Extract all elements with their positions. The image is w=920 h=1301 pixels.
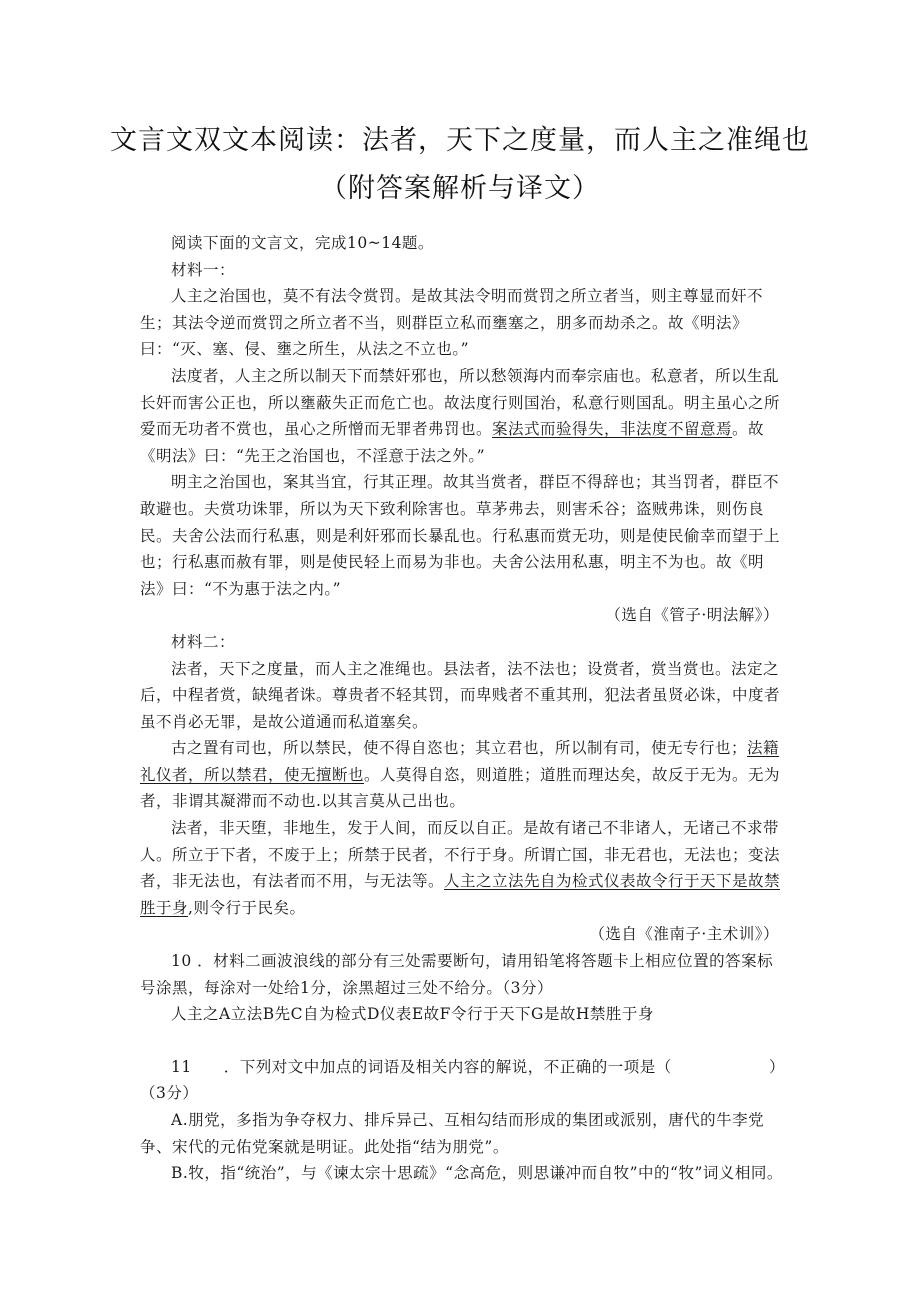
question-11-score: （3分） [140, 1084, 199, 1103]
instruction: 阅读下面的文言文，完成10~14题。 [171, 234, 434, 252]
m2p3-wavy-underlined: 人主之立法先自为检式仪表故令行于天下是故禁胜于身 [140, 872, 781, 917]
question-10: 10 ．材料二画波浪线的部分有三处需要断句，请用铅笔将答题卡上相应位置的答案标号涂黑，每涂对一处给1分，涂黑超过三处不给分。（3分） [140, 952, 774, 997]
q11-paren-close: ） [768, 1057, 785, 1076]
doc-title-line2: （附答案解析与译文） [320, 173, 600, 204]
question-11-option-a: A.朋党，多指为争夺权力、排斥异己、互相勾结而形成的集团或派别，唐代的牛李党争、宋代的元佑党案就是明证。此处指“结为朋党”。 [140, 1111, 765, 1156]
question-11-stem [140, 1054, 785, 1081]
q11-stem-text: 11 ．下列对文中加点的词语及相关内容的解说，不正确的一项是（ [171, 1057, 672, 1076]
material2-paragraph-3 [140, 815, 785, 921]
m1p2-underlined: 案法式而验得失，非法度不留意焉 [492, 420, 733, 439]
material2-source: （选自《淮南子·主术训》） [589, 925, 779, 944]
material1-paragraph-1: 人主之治国也，莫不有法令赏罚。是故其法令明而赏罚之所立者当，则主尊显而奸不生；其法令逆而赏罚之所立者不当，则群臣立私而壅塞之，朋多而劫杀之。故《明法》曰：“灭、塞、侵、壅之所生，从法之不立也。” [140, 287, 764, 359]
m2p3-text-a: 法者，非天堕，非地生，发于人间，而反以自正。是故有诸己不非诸人，无诸己不求带人。所立于下者，不废于上；所禁于民者，不行于身。所谓亡国，非无君也，无法也；变法者，非无法也，有法者而不用，与无法等。 [140, 819, 781, 891]
m1p2-text-b: 。故《明法》曰：“先王之治国也，不淫意于法之外。” [140, 420, 765, 465]
material1-paragraph-2 [140, 363, 785, 469]
m2p2-text-a: 古之置有司也，所以禁民，使不得自恣也；其立君也，所以制有司，使无专行也； [171, 739, 748, 758]
question-10-options: 人主之A立法B先C自为检式D仪表E故F令行于天下G是故H禁胜于身 [171, 1005, 654, 1024]
material1-source: （选自《管子·明法解》） [605, 606, 779, 625]
m1p2-text-a: 法度者，人主之所以制天下而禁奸邪也，所以愁领海内而奉宗庙也。私意者，所以生乱长奸而害公正也，所以壅蔽失正而危亡也。故法度行则国治，私意行则国乱。明主虽心之所爱而无功者不赏也，虽心之所憎而无罪者弗罚也。 [140, 366, 781, 439]
doc-title-line1: 文言文双文本阅读：法者，天下之度量，而人主之准绳也 [110, 125, 810, 156]
spacer [140, 1028, 785, 1054]
doc-body [140, 230, 785, 1187]
m2p2-underlined: 法籍礼仪者，所以禁君，使无擅断也 [140, 739, 780, 784]
material2-label: 材料二： [171, 632, 236, 651]
material2-paragraph-1: 法者，天下之度量，而人主之准绳也。县法者，法不法也；设赏者，赏当赏也。法定之后，中程者赏，缺绳者诛。尊贵者不轻其罚，而卑贱者不重其刑，犯法者虽贤必诛，中度者虽不肖必无罪，是故公道通而私道塞矣。 [140, 659, 781, 731]
m2p2-text-b: 。人莫得自恣，则道胜；道胜而理达矣，故反于无为。无为者，非谓其凝滞而不动也.以其言莫从己出也。 [140, 765, 781, 811]
material1-paragraph-3: 明主之治国也，案其当宜，行其正理。故其当赏者，群臣不得辞也；其当罚者，群臣不敢避也。夫赏功诛罪，所以为天下致利除害也。草茅弗去，则害禾谷；盗贼弗诛，则伤良民。夫舍公法而行私惠，则是利奸邪而长暴乱也。行私惠而赏无功，则是使民偷幸而望于上也；行私惠而赦有罪，则是使民轻上而易为非也。夫舍公法用私惠，明主不为也。故《明法》曰：“不为惠于法之内。” [140, 473, 781, 598]
m2p3-text-b: ,则令行于民矣。 [188, 898, 306, 917]
material2-paragraph-2 [140, 735, 785, 815]
material1-label: 材料一： [171, 260, 236, 279]
question-11-option-b: B.牧，指“统治”，与《谏太宗十思疏》“念高危，则思谦冲而自牧”中的“牧”词义相同。 [171, 1164, 783, 1183]
